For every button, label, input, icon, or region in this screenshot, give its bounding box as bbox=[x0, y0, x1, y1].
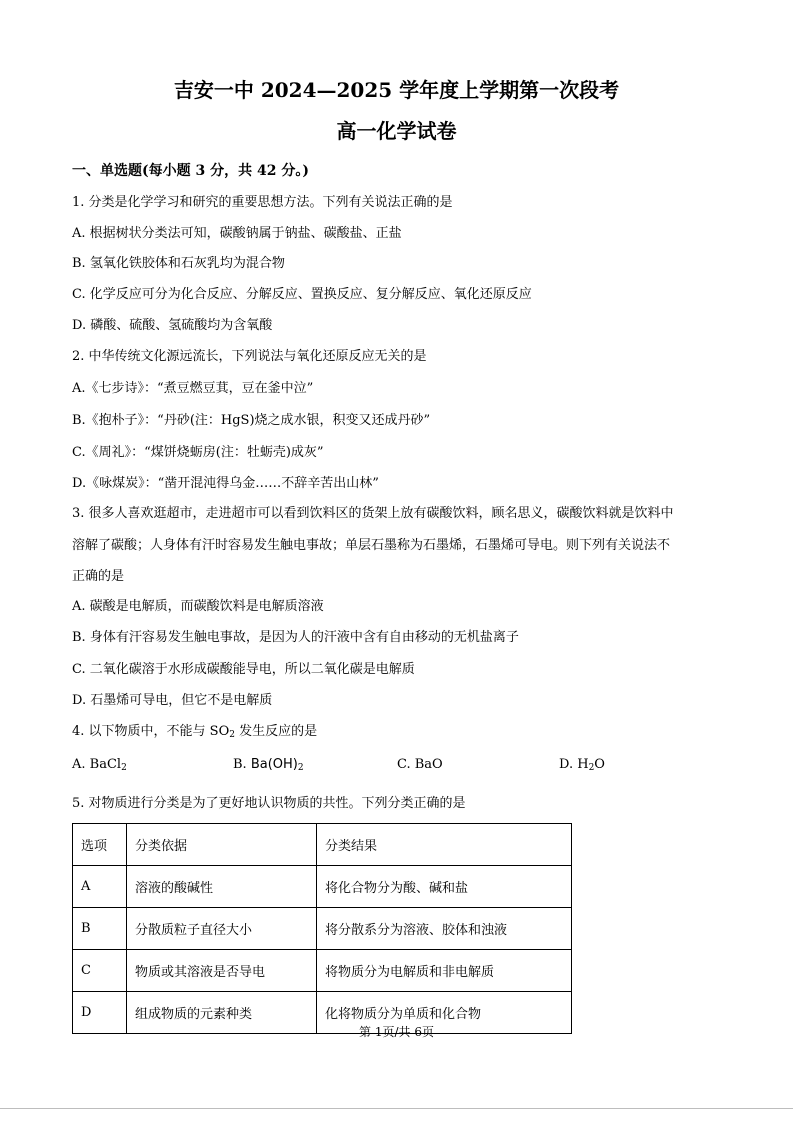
q1-option-d: D. 磷酸、硫酸、氢硫酸均为含氧酸 bbox=[72, 318, 273, 333]
q2-option-d: D.《咏煤炭》：“凿开混沌得乌金……不辞辛苦出山林” bbox=[72, 476, 379, 491]
q4-option-d bbox=[559, 756, 605, 777]
q2-option-a: A.《七步诗》：“煮豆燃豆萁，豆在釜中泣” bbox=[72, 381, 314, 396]
q4-stem-sub: 2 bbox=[229, 730, 235, 740]
table-row bbox=[73, 908, 572, 950]
q4-option-d-sub: 2 bbox=[588, 763, 595, 773]
q4-stem bbox=[72, 723, 733, 744]
page-number: 第 1页/共 6页 bbox=[359, 1025, 434, 1039]
table-cell: 溶液的酸碱性 bbox=[127, 866, 317, 908]
q3-option-c: C. 二氧化碳溶于水形成碳酸能导电，所以二氧化碳是电解质 bbox=[72, 662, 415, 677]
q1-option-a: A. 根据树状分类法可知，碳酸钠属于钠盐、碳酸盐、正盐 bbox=[72, 226, 402, 241]
q4-option-a-label: A. BaCl bbox=[72, 757, 122, 772]
table-cell: 将分散系分为溶液、胶体和浊液 bbox=[317, 908, 572, 950]
table-cell: C bbox=[73, 950, 127, 992]
q3-option-a: A. 碳酸是电解质，而碳酸饮料是电解质溶液 bbox=[72, 599, 324, 614]
q4-stem-post: 发生反应的是 bbox=[234, 724, 318, 739]
q4-option-d-post: O bbox=[594, 757, 605, 772]
q2-stem: 2. 中华传统文化源远流长，下列说法与氧化还原反应无关的是 bbox=[72, 349, 427, 364]
q4-option-a bbox=[72, 756, 127, 777]
table-cell: 化将物质分为单质和化合物 bbox=[317, 992, 572, 1034]
table-header-cell: 选项 bbox=[73, 824, 127, 866]
table-header-cell: 分类依据 bbox=[127, 824, 317, 866]
q2-option-b: B.《抱朴子》：“丹砂(注：HgS)烧之成水银，积变又还成丹砂” bbox=[72, 413, 431, 428]
table-cell: 将化合物分为酸、碱和盐 bbox=[317, 866, 572, 908]
exam-subtitle: 高一化学试卷 bbox=[336, 119, 457, 143]
q3-stem-line1: 3. 很多人喜欢逛超市，走进超市可以看到饮料区的货架上放有碳酸饮料，顾名思义，碳酸饮料就是饮料中 bbox=[72, 506, 674, 521]
q1-option-b: B. 氢氧化铁胶体和石灰乳均为混合物 bbox=[72, 256, 285, 271]
q4-option-b-formula: Ba(OH) bbox=[250, 757, 298, 772]
q2-option-c: C.《周礼》：“煤饼烧蛎房(注：牡蛎壳)成灰” bbox=[72, 445, 324, 460]
table-header-row bbox=[73, 824, 572, 866]
q4-option-b-label: B. bbox=[233, 757, 247, 772]
q4-option-c: C. BaO bbox=[397, 757, 443, 772]
table-cell: 物质或其溶液是否导电 bbox=[127, 950, 317, 992]
q1-stem: 1. 分类是化学学习和研究的重要思想方法。下列有关说法正确的是 bbox=[72, 195, 453, 210]
q5-stem: 5. 对物质进行分类是为了更好地认识物质的共性。下列分类正确的是 bbox=[72, 796, 466, 811]
table-cell: 将物质分为电解质和非电解质 bbox=[317, 950, 572, 992]
table-row bbox=[73, 866, 572, 908]
q3-option-b: B. 身体有汗容易发生触电事故，是因为人的汗液中含有自由移动的无机盐离子 bbox=[72, 630, 519, 645]
table-cell: 分散质粒子直径大小 bbox=[127, 908, 317, 950]
bottom-divider bbox=[0, 1108, 793, 1109]
q3-stem-line3: 正确的是 bbox=[72, 569, 125, 584]
classification-table bbox=[72, 823, 572, 1034]
q4-stem-pre: 4. 以下物质中，不能与 SO bbox=[72, 724, 230, 739]
q1-option-c: C. 化学反应可分为化合反应、分解反应、置换反应、复分解反应、氧化还原反应 bbox=[72, 287, 532, 302]
section-heading: 一、单选题(每小题 3 分，共 42 分。) bbox=[72, 163, 309, 179]
q4-option-a-sub: 2 bbox=[121, 763, 127, 773]
table-header-cell: 分类结果 bbox=[317, 824, 572, 866]
table-cell: B bbox=[73, 908, 127, 950]
q4-option-b bbox=[233, 756, 304, 777]
q4-option-d-label: D. H bbox=[559, 757, 589, 772]
q4-option-b-sub: 2 bbox=[297, 763, 304, 773]
table-row bbox=[73, 950, 572, 992]
q3-option-d: D. 石墨烯可导电，但它不是电解质 bbox=[72, 693, 273, 708]
table-cell: A bbox=[73, 866, 127, 908]
table-cell: D bbox=[73, 992, 127, 1034]
exam-title: 吉安一中 2024—2025 学年度上学期第一次段考 bbox=[173, 78, 620, 102]
q3-stem-line2: 溶解了碳酸；人身体有汗时容易发生触电事故；单层石墨称为石墨烯，石墨烯可导电。则下列有关说法不 bbox=[72, 538, 671, 553]
table-cell: 组成物质的元素种类 bbox=[127, 992, 317, 1034]
